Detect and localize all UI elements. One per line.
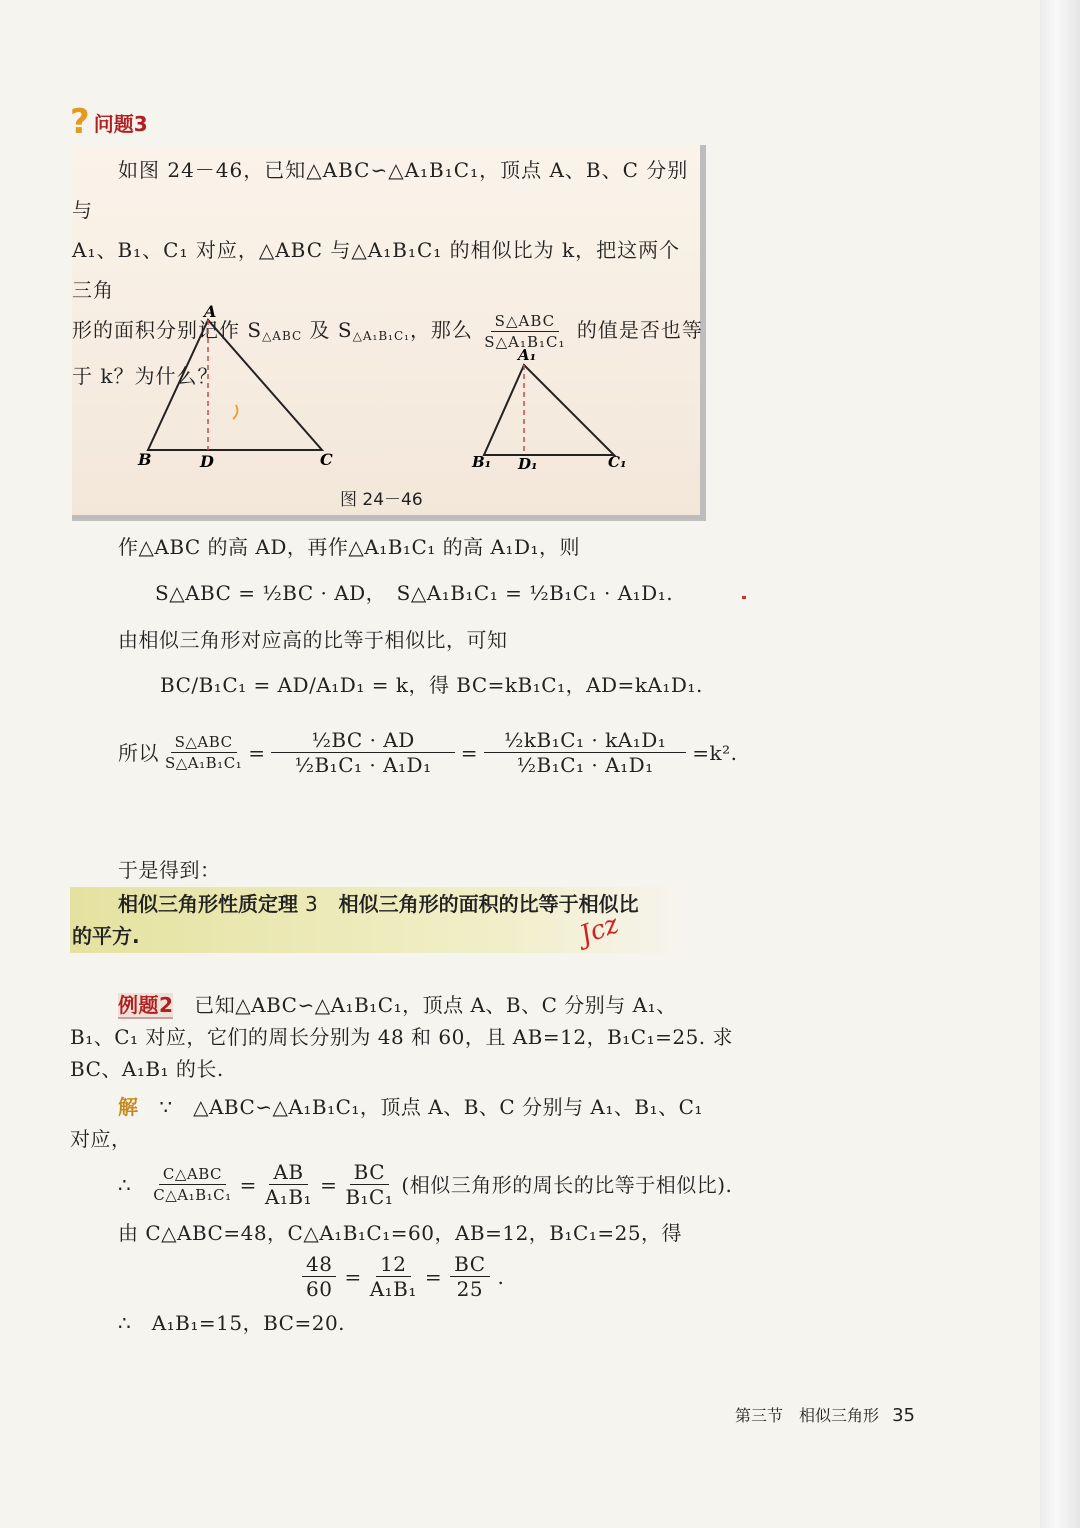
proof-line-3: 由相似三角形对应高的比等于相似比，可知 bbox=[118, 628, 508, 652]
page-footer bbox=[735, 1403, 915, 1426]
theorem-number: 3 bbox=[304, 892, 318, 916]
pen-mark bbox=[233, 405, 237, 419]
perimeter-frac: $\frac{\text{C△ABC}}{\text{C△A₁B₁C₁}}$ bbox=[153, 1165, 232, 1204]
problem-line-2: A₁、B₁、C₁ 对应，△ABC 与△A₁B₁C₁ 的相似比为 k，把这两个三角 bbox=[72, 238, 681, 302]
frac-12-a1b1: $\frac{12}{\text{A₁B₁}}$ bbox=[369, 1252, 417, 1301]
ink-dot bbox=[742, 596, 746, 599]
solution-label: 解 bbox=[118, 1095, 139, 1119]
footer-section: 第三节 相似三角形 bbox=[735, 1406, 880, 1425]
solution-line-4: 由 C△ABC=48，C△A₁B₁C₁=60，AB=12，B₁C₁=25，得 bbox=[118, 1221, 683, 1245]
label-c: C bbox=[320, 450, 333, 469]
frac-bc-25: $\frac{BC}{25}$ bbox=[450, 1252, 489, 1301]
theorem-label: 相似三角形性质定理 bbox=[118, 892, 298, 916]
proof-line-5: 所以 $\frac{\text{S△ABC}}{\text{S△A₁B₁C₁}}$ = $\frac{\text{½BC · AD}}{\text{½B₁C₁ · A₁D₁}}$ = $\frac{\text{½kB₁C₁ · kA₁D₁}}{\text{½B₁C₁ · A₁D₁}}$ =k². bbox=[118, 728, 738, 777]
problem-line-1: 如图 24－46，已知△ABC∽△A₁B₁C₁，顶点 A、B、C 分别与 bbox=[72, 158, 689, 222]
problem-title: 问题3 bbox=[93, 111, 148, 136]
page-number: 35 bbox=[892, 1405, 916, 1426]
solution-line-1: 解 ∵ △ABC∽△A₁B₁C₁，顶点 A、B、C 分别与 A₁、B₁、C₁ bbox=[118, 1095, 703, 1119]
proof-frac-2: $\frac{\text{½BC · AD}}{\text{½B₁C₁ · A₁D₁}}$ bbox=[271, 728, 454, 777]
theorem-statement: 相似三角形的面积的比等于相似比 bbox=[338, 892, 639, 916]
label-c1: C₁ bbox=[608, 453, 627, 471]
solution-line-5: $\frac{48}{60}$ = $\frac{12}{\text{A₁B₁}}$ = $\frac{BC}{25}$ . bbox=[298, 1252, 504, 1301]
bc-frac: $\frac{BC}{\text{B₁C₁}}$ bbox=[345, 1160, 394, 1209]
theorem-statement-2: 的平方. bbox=[72, 924, 140, 948]
proof-frac-1: $\frac{\text{S△ABC}}{\text{S△A₁B₁C₁}}$ bbox=[165, 733, 243, 772]
frac-48-60: $\frac{48}{60}$ bbox=[302, 1252, 336, 1301]
label-a1: A₁ bbox=[518, 346, 537, 364]
example-label: 例题2 bbox=[118, 993, 174, 1017]
area-ratio-fraction: $\frac{\text{S△ABC}}{\text{S△A₁B₁C₁}}$ bbox=[484, 312, 566, 351]
figure-caption: 图 24－46 bbox=[340, 490, 423, 510]
label-b: B bbox=[138, 450, 152, 469]
problem-header bbox=[70, 102, 148, 142]
label-a: A bbox=[204, 305, 217, 321]
proof-line-1: 作△ABC 的高 AD，再作△A₁B₁C₁ 的高 A₁D₁，则 bbox=[118, 535, 580, 559]
proof-line-6: 于是得到： bbox=[118, 858, 221, 882]
example-line-1: 例题2 已知△ABC∽△A₁B₁C₁，顶点 A、B、C 分别与 A₁、 bbox=[118, 993, 677, 1017]
example-line-2: B₁、C₁ 对应，它们的周长分别为 48 和 60，且 AB=12，B₁C₁=25. 求 bbox=[70, 1025, 734, 1049]
proof-frac-3: $\frac{\text{½kB₁C₁ · kA₁D₁}}{\text{½B₁C₁ · A₁D₁}}$ bbox=[484, 728, 686, 777]
page-edge bbox=[1040, 0, 1080, 1528]
problem-line-4: 于 k？为什么？ bbox=[72, 364, 219, 388]
triangle-a1b1c1 bbox=[471, 346, 627, 473]
ab-frac: $\frac{AB}{\text{A₁B₁}}$ bbox=[264, 1160, 313, 1209]
question-mark-icon: ? bbox=[70, 102, 90, 142]
handwritten-annotation: Jcz bbox=[576, 909, 623, 951]
solution-line-2: 对应， bbox=[70, 1127, 132, 1151]
label-d: D bbox=[200, 452, 214, 471]
solution-line-3: ∴ $\frac{\text{C△ABC}}{\text{C△A₁B₁C₁}}$ = $\frac{AB}{\text{A₁B₁}}$ = $\frac{BC}{\text{B₁C₁}}$ (相似三角形的周长的比等于相似比). bbox=[118, 1160, 733, 1209]
problem-line-3: 形的面积分别记作 $S_{\triangle ABC}$ 及 $S_{\triangle A_1B_1C_1}$，那么 $\frac{\text{S△ABC}}{\text{S△A₁B₁C₁}}$ 的值是否也等 bbox=[72, 312, 703, 351]
figure-24-46 bbox=[120, 305, 640, 475]
proof-line-4: BC/B₁C₁ = AD/A₁D₁ = k，得 BC=kB₁C₁，AD=kA₁D₁. bbox=[160, 673, 703, 697]
solution-line-6: ∴ A₁B₁=15，BC=20. bbox=[118, 1311, 346, 1335]
triangle-abc bbox=[137, 305, 333, 471]
example-line-3: BC、A₁B₁ 的长. bbox=[70, 1057, 224, 1081]
proof-line-2: S△ABC = ½BC · AD， S△A₁B₁C₁ = ½B₁C₁ · A₁D₁. bbox=[155, 581, 674, 605]
label-d1: D₁ bbox=[518, 455, 538, 473]
label-b1: B₁ bbox=[472, 453, 492, 471]
